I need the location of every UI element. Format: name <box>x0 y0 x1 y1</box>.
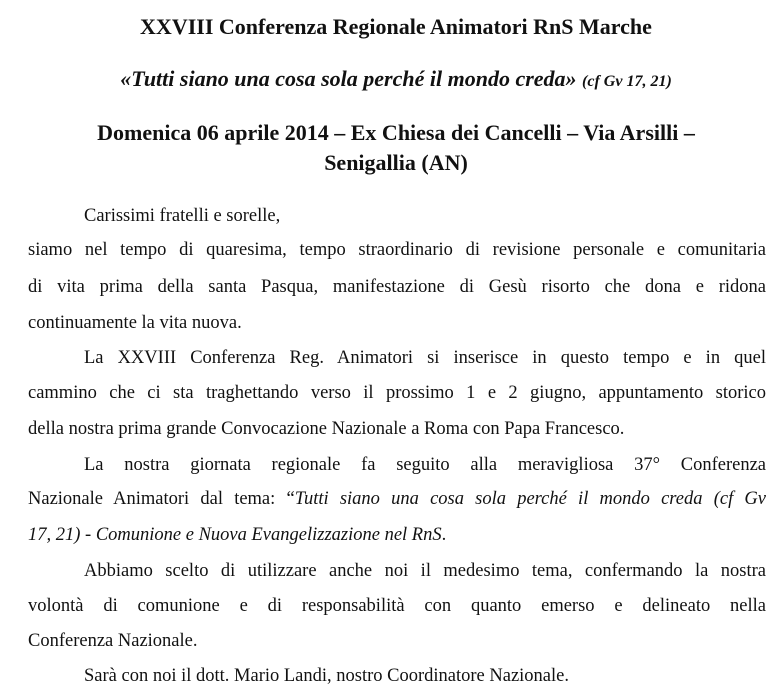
paragraph-3-theme-italic: Tutti siano una cosa sola perché il mondo creda (cf Gv <box>294 489 766 509</box>
paragraph-3-theme-italic-cont: 17, 21) - Comunione e Nuova Evangelizzazione nel RnS <box>28 525 442 545</box>
paragraph-3-end: . <box>441 525 447 545</box>
paragraph-3-text: Nazionale Animatori dal tema: “ <box>28 489 295 509</box>
paragraph-4-line-1: Abbiamo scelto di utilizzare anche noi il medesimo tema, confermando la nostra <box>84 561 766 581</box>
greeting: Carissimi fratelli e sorelle, <box>84 206 281 226</box>
motto-line <box>28 64 764 97</box>
date-place-line-2: Senigallia (AN) <box>324 150 468 175</box>
paragraph-5-line-1: Sarà con noi il dott. Mario Landi, nostro Coordinatore Nazionale. <box>84 666 569 686</box>
paragraph-3-line-2 <box>28 481 766 518</box>
paragraph-4-line-3: Conferenza Nazionale. <box>28 631 198 651</box>
paragraph-2-line-2: cammino che ci sta traghettando verso il prossimo 1 e 2 giugno, appuntamento storico <box>28 383 766 403</box>
paragraph-2-line-3: della nostra prima grande Convocazione Nazionale a Roma con Papa Francesco. <box>28 419 625 439</box>
document-title: XXVIII Conferenza Regionale Animatori RnS Marche <box>140 14 652 39</box>
paragraph-1-line-3: continuamente la vita nuova. <box>28 313 242 333</box>
paragraph-1-line-2: di vita prima della santa Pasqua, manifestazione di Gesù risorto che dona e ridona <box>28 277 766 297</box>
paragraph-3-line-1: La nostra giornata regionale fa seguito alla meravigliosa 37° Conferenza <box>84 455 766 475</box>
motto-text: «Tutti siano una cosa sola perché il mondo creda» <box>120 66 577 91</box>
paragraph-1-line-1: siamo nel tempo di quaresima, tempo straordinario di revisione personale e comunitaria <box>28 240 766 260</box>
paragraph-2-line-1: La XXVIII Conferenza Reg. Animatori si inserisce in questo tempo e in quel <box>84 348 766 368</box>
motto-reference: (cf Gv 17, 21) <box>582 73 672 90</box>
paragraph-4-line-2: volontà di comunione e di responsabilità con quanto emerso e delineato nella <box>28 596 766 616</box>
paragraph-3-line-3 <box>28 517 766 554</box>
date-place-line-1: Domenica 06 aprile 2014 – Ex Chiesa dei Cancelli – Via Arsilli – <box>97 120 695 145</box>
date-place-heading <box>28 118 764 178</box>
